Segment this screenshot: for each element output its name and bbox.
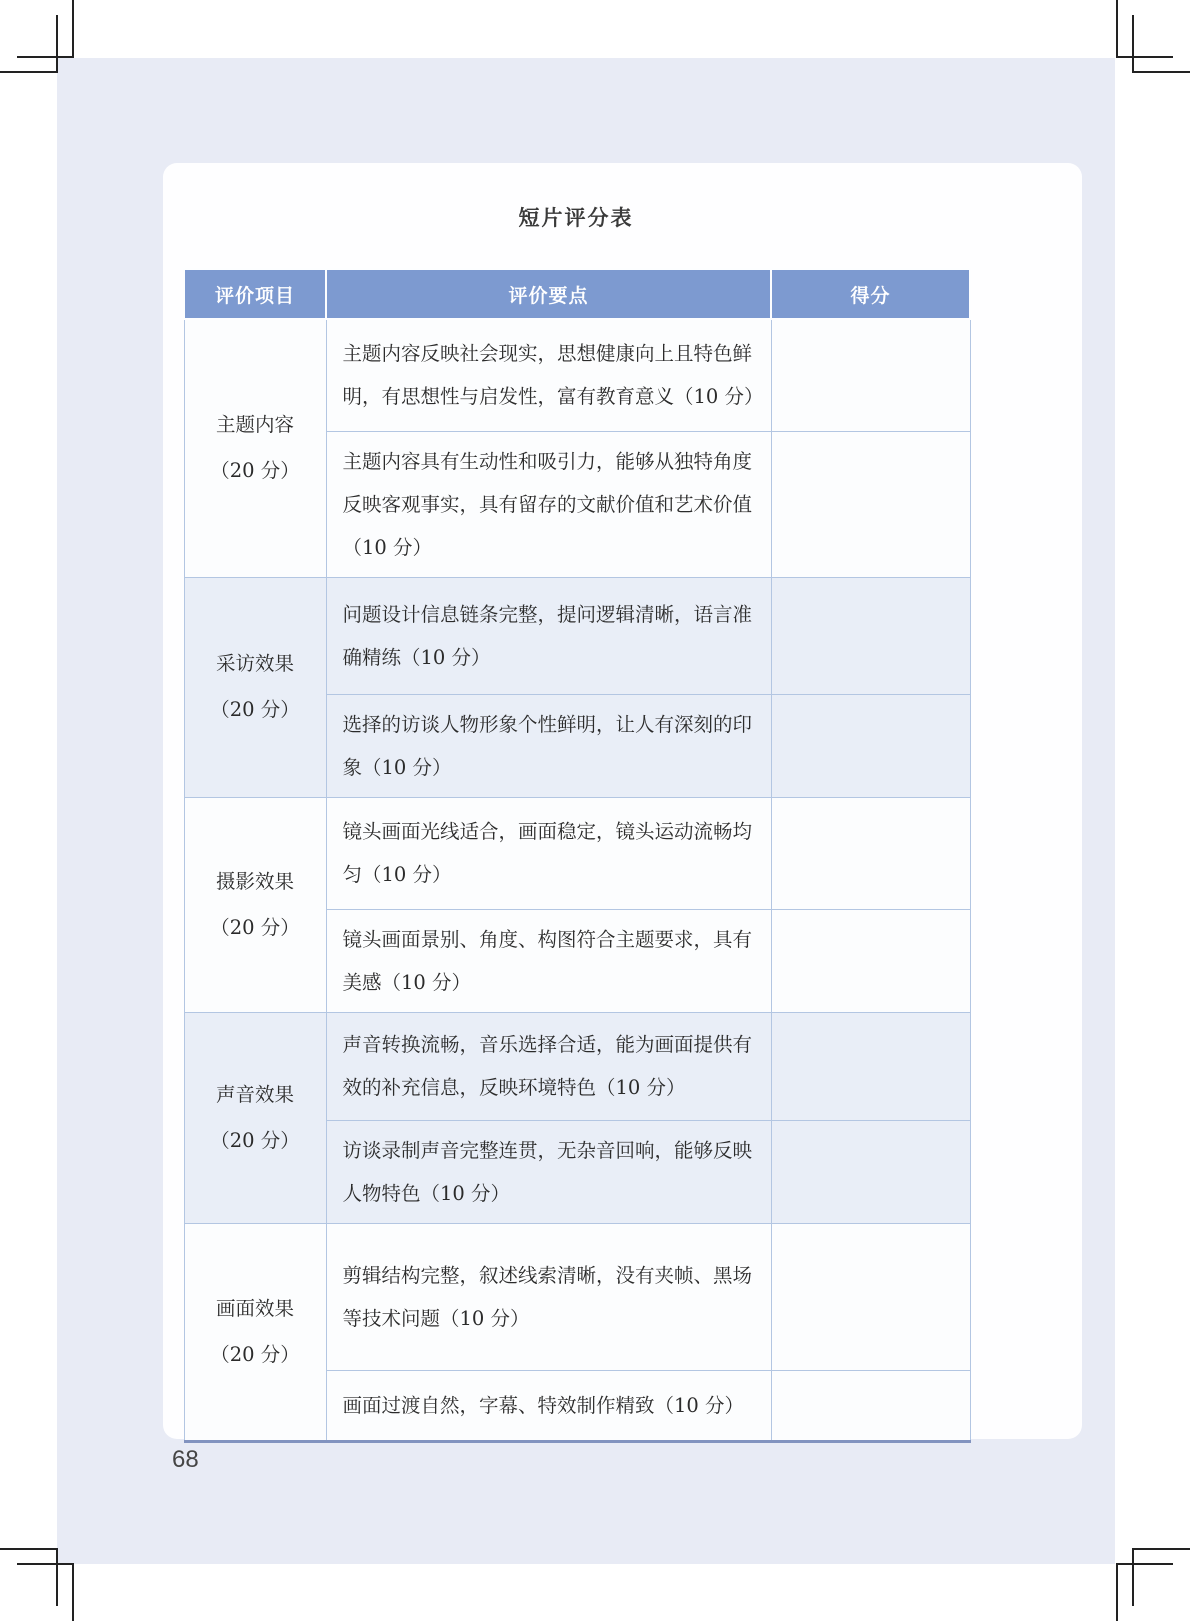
page-title: 短片评分表 xyxy=(518,207,634,230)
score-cell xyxy=(771,577,970,694)
criterion-cell: 声音转换流畅，音乐选择合适，能为画面提供有效的补充信息，反映环境特色（10 分） xyxy=(326,1012,771,1120)
score-cell xyxy=(771,1012,970,1120)
col-header-item: 评价项目 xyxy=(184,269,326,319)
criterion-cell: 画面过渡自然，字幕、特效制作精致（10 分） xyxy=(326,1370,771,1441)
item-name: 主题内容 xyxy=(215,413,294,437)
table-row xyxy=(184,319,970,431)
item-weight: （20 分） xyxy=(210,698,300,721)
item-name: 声音效果 xyxy=(215,1082,294,1106)
criterion-cell: 选择的访谈人物形象个性鲜明，让人有深刻的印象（10 分） xyxy=(326,694,771,797)
crop-mark-bottom-right xyxy=(1117,1549,1190,1621)
item-weight: （20 分） xyxy=(210,1128,300,1152)
table-row xyxy=(184,1012,970,1120)
item-name: 画面效果 xyxy=(215,1296,294,1320)
score-cell xyxy=(771,431,970,577)
col-header-score: 得分 xyxy=(771,269,970,319)
col-header-points: 评价要点 xyxy=(326,269,771,319)
criterion-cell: 访谈录制声音完整连贯，无杂音回响，能够反映人物特色（10 分） xyxy=(326,1120,771,1223)
crop-mark-top-right xyxy=(1117,0,1190,72)
item-name: 摄影效果 xyxy=(215,869,294,893)
item-cell-sound xyxy=(184,1012,326,1223)
score-cell xyxy=(771,797,970,909)
criterion-cell: 镜头画面景别、角度、构图符合主题要求，具有美感（10 分） xyxy=(326,909,771,1012)
item-cell-theme xyxy=(184,319,326,577)
scoring-table xyxy=(183,268,971,1443)
item-weight: （20 分） xyxy=(210,1342,300,1366)
criterion-cell: 主题内容具有生动性和吸引力，能够从独特角度反映客观事实，具有留存的文献价值和艺术价值（10 分） xyxy=(326,431,771,577)
item-name: 采访效果 xyxy=(215,652,294,675)
item-cell-photography xyxy=(184,797,326,1012)
table-header-row xyxy=(184,269,970,319)
score-cell xyxy=(771,319,970,431)
table-row xyxy=(184,797,970,909)
item-cell-interview xyxy=(184,577,326,797)
criterion-cell: 问题设计信息链条完整，提问逻辑清晰，语言准确精练（10 分） xyxy=(326,577,771,694)
score-cell xyxy=(771,1370,970,1441)
criterion-cell: 镜头画面光线适合，画面稳定，镜头运动流畅均匀（10 分） xyxy=(326,797,771,909)
score-cell xyxy=(771,909,970,1012)
table-row xyxy=(184,577,970,694)
table-row xyxy=(184,1223,970,1370)
criterion-cell: 主题内容反映社会现实，思想健康向上且特色鲜明，有思想性与启发性，富有教育意义（10 分） xyxy=(326,319,771,431)
score-cell xyxy=(771,1223,970,1370)
criterion-cell: 剪辑结构完整，叙述线索清晰，没有夹帧、黑场等技术问题（10 分） xyxy=(326,1223,771,1370)
item-weight: （20 分） xyxy=(210,459,300,483)
item-cell-picture xyxy=(184,1223,326,1441)
score-cell xyxy=(771,1120,970,1223)
score-cell xyxy=(771,694,970,797)
item-weight: （20 分） xyxy=(210,915,300,939)
page-number: 68 xyxy=(172,1446,199,1473)
